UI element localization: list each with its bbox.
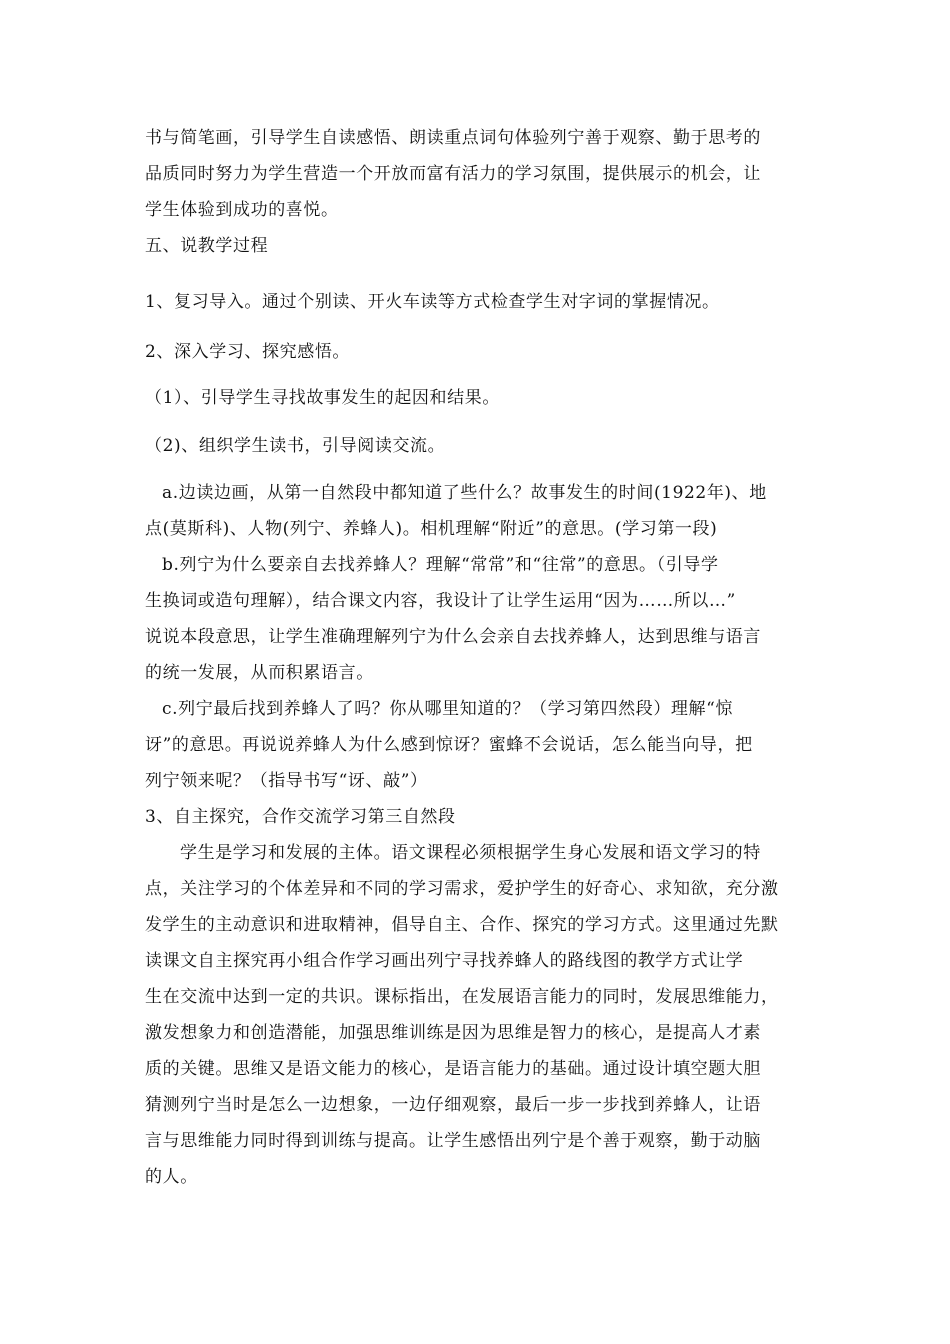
paragraph-line: 猜测列宁当时是怎么一边想象，一边仔细观察，最后一步一步找到养蜂人，让语 (145, 1095, 761, 1115)
paragraph-line: 激发想象力和创造潜能，加强思维训练是因为思维是智力的核心，是提高人才素 (145, 1023, 761, 1043)
section-heading: 五、说教学过程 (145, 236, 269, 256)
paragraph-line: 品质同时努力为学生营造一个开放而富有活力的学习氛围，提供展示的机会，让 (145, 164, 761, 184)
paragraph-line: 读课文自主探究再小组合作学习画出列宁寻找养蜂人的路线图的教学方式让学 (145, 951, 744, 971)
item-b-line: 说说本段意思，让学生准确理解列宁为什么会亲自去找养蜂人，达到思维与语言 (145, 627, 761, 647)
sub-step-line: （2)、组织学生读书，引导阅读交流。 (145, 436, 446, 456)
item-c-line: c.列宁最后找到养蜂人了吗？你从哪里知道的？（学习第四然段）理解“惊 (162, 699, 734, 719)
paragraph-line: 学生体验到成功的喜悦。 (145, 200, 339, 220)
paragraph-line: 发学生的主动意识和进取精神，倡导自主、合作、探究的学习方式。这里通过先默 (145, 915, 779, 935)
step-line: 1、复习导入。通过个别读、开火车读等方式检查学生对字词的掌握情况。 (145, 292, 720, 312)
item-b-line: b.列宁为什么要亲自去找养蜂人？理解“常常”和“往常”的意思。（引导学 (162, 555, 719, 575)
item-b-line: 的统一发展，从而积累语言。 (145, 663, 374, 683)
item-a-line: 点(莫斯科)、人物(列宁、养蜂人)。相机理解“附近”的意思。(学习第一段) (145, 519, 718, 539)
item-b-line: 生换词或造句理解），结合课文内容，我设计了让学生运用“因为……所以…” (145, 591, 736, 611)
paragraph-line: 质的关键。思维又是语文能力的核心，是语言能力的基础。通过设计填空题大胆 (145, 1059, 761, 1079)
paragraph-line: 生在交流中达到一定的共识。课标指出，在发展语言能力的同时，发展思维能力， (145, 987, 779, 1007)
paragraph-line: 言与思维能力同时得到训练与提高。让学生感悟出列宁是个善于观察，勤于动脑 (145, 1131, 761, 1151)
step-line: 3、自主探究，合作交流学习第三自然段 (145, 807, 456, 827)
item-c-line: 讶”的意思。再说说养蜂人为什么感到惊讶？蜜蜂不会说话，怎么能当向导，把 (145, 735, 753, 755)
sub-step-line: （1）、引导学生寻找故事发生的起因和结果。 (145, 388, 500, 408)
item-a-line: a.边读边画，从第一自然段中都知道了些什么？故事发生的时间(1922年)、地 (162, 483, 767, 503)
paragraph-line: 的人。 (145, 1167, 198, 1187)
item-c-line: 列宁领来呢？（指导书写“讶、敲”） (145, 771, 428, 791)
paragraph-line: 书与简笔画，引导学生自读感悟、朗读重点词句体验列宁善于观察、勤于思考的 (145, 128, 761, 148)
paragraph-line: 学生是学习和发展的主体。语文课程必须根据学生身心发展和语文学习的特 (180, 843, 761, 863)
step-line: 2、深入学习、探究感悟。 (145, 342, 351, 362)
paragraph-line: 点，关注学习的个体差异和不同的学习需求，爱护学生的好奇心、求知欲，充分激 (145, 879, 779, 899)
